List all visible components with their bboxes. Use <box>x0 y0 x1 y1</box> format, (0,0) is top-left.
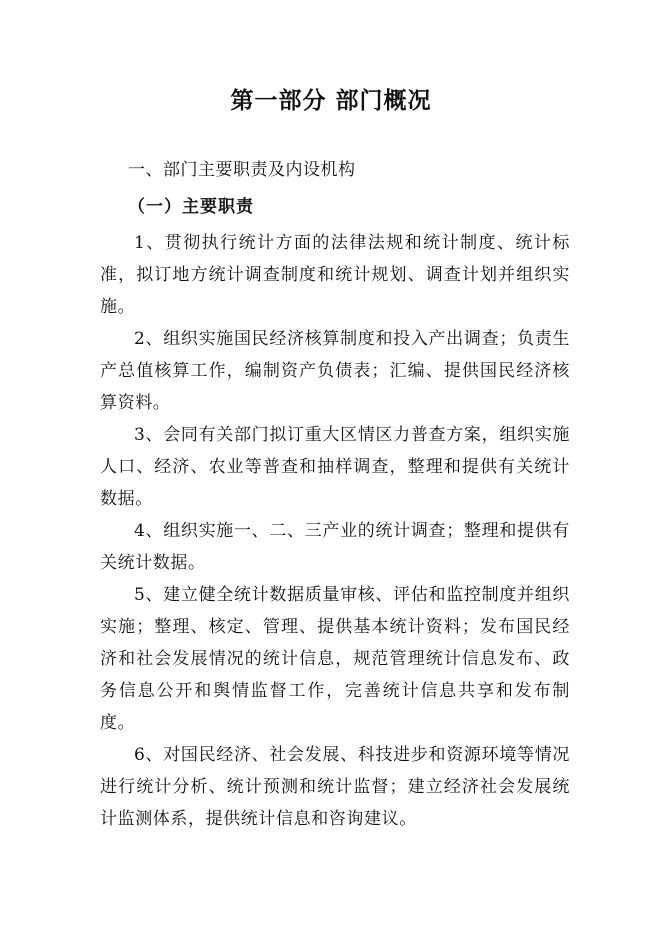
document-body <box>100 227 570 835</box>
paragraph-3: 3、会同有关部门拟订重大区情区力普查方案，组织实施人口、经济、农业等普查和抽样调查，整理和提供有关统计数据。 <box>100 425 570 509</box>
section-heading: 一、部门主要职责及内设机构 <box>128 160 356 180</box>
paragraph-4: 4、组织实施一、二、三产业的统计调查；整理和提供有关统计数据。 <box>100 521 570 573</box>
paragraph-6: 6、对国民经济、社会发展、科技进步和资源环境等情况进行统计分析、统计预测和统计监督；建立经济社会发展统计监测体系，提供统计信息和咨询建议。 <box>100 745 570 829</box>
page-title: 第一部分 部门概况 <box>230 88 432 114</box>
sub-heading: （一）主要职责 <box>128 197 254 217</box>
paragraph-5: 5、建立健全统计数据质量审核、评估和监控制度并组织实施；整理、核定、管理、提供基本统计资料；发布国民经济和社会发展情况的统计信息，规范管理统计信息发布、政务信息公开和舆情监督工作，完善统计信息共享和发布制度。 <box>100 585 570 733</box>
paragraph-2: 2、组织实施国民经济核算制度和投入产出调查；负责生产总值核算工作，编制资产负债表；汇编、提供国民经济核算资料。 <box>100 329 570 413</box>
paragraph-1: 1、贯彻执行统计方面的法律法规和统计制度、统计标准，拟订地方统计调查制度和统计规划、调查计划并组织实施。 <box>100 233 570 317</box>
